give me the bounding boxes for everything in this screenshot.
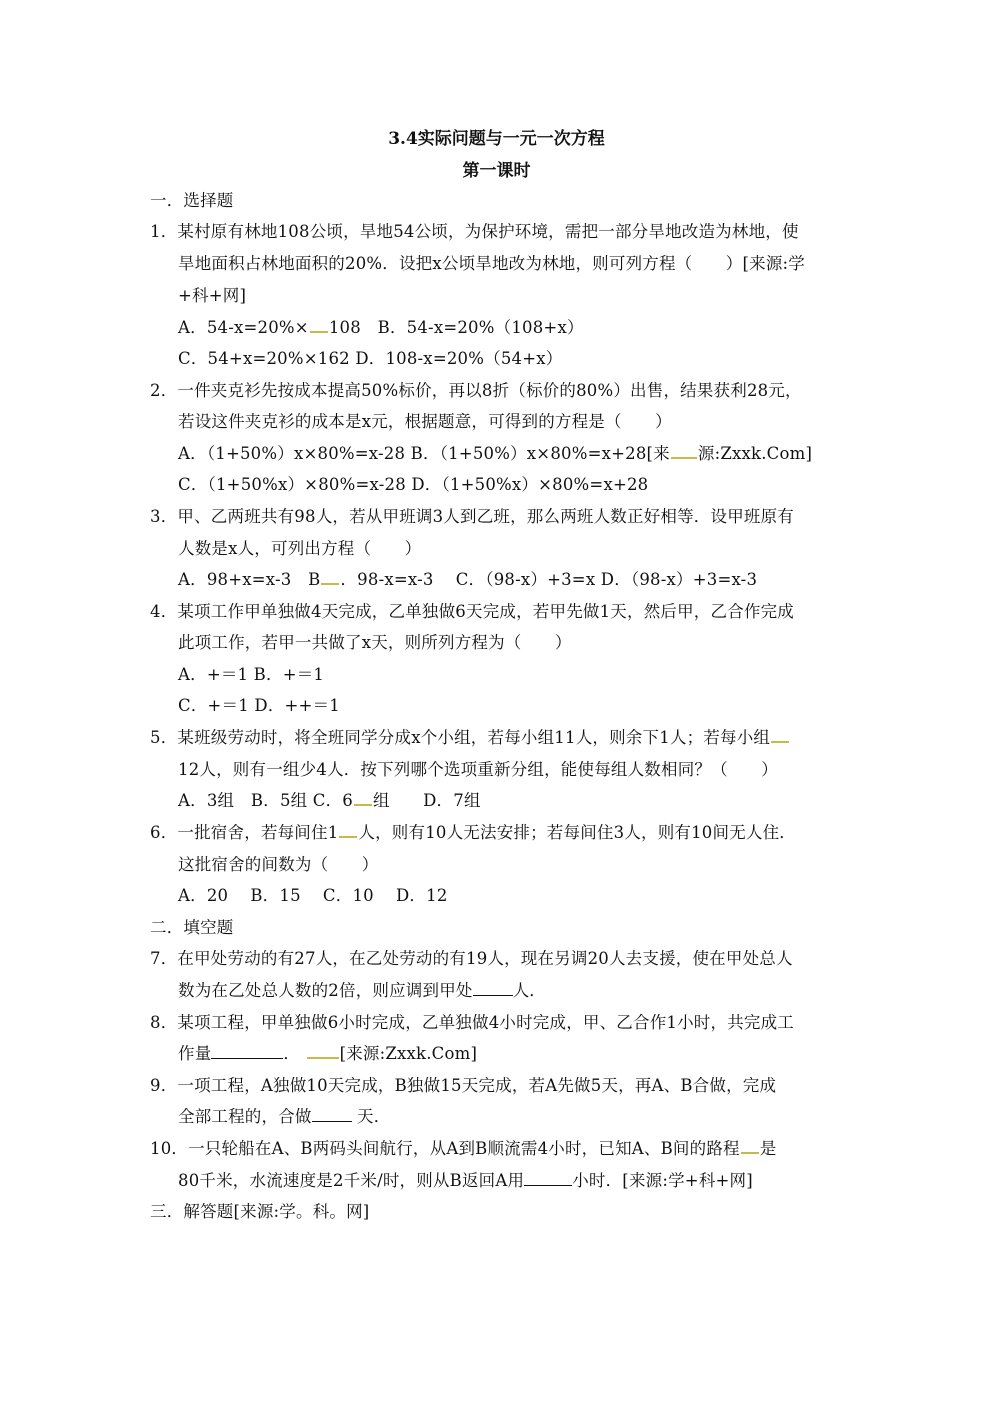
question-7-line-2 [178, 977, 546, 1001]
question-1-options-ab [178, 314, 584, 338]
option-text: ．98-x=x-3 C．（98-x）+3=x D．（98-x）+3=x-3 [340, 570, 758, 589]
section-heading-solve: 三．解答题[来源:学。科。网] [150, 1202, 370, 1221]
highlight-mark [307, 1042, 339, 1059]
question-text: 全部工程的，合做 [178, 1107, 312, 1126]
question-text: 6．一批宿舍，若每间住1 [150, 823, 339, 842]
question-3-line-1: 3．甲、乙两班共有98人，若从甲班调3人到乙班，那么两班人数正好相等．设甲班原有 [150, 507, 794, 526]
question-text: 人． [512, 981, 547, 1000]
highlight-mark [354, 789, 372, 806]
question-3-options [178, 566, 757, 590]
section-heading-choice: 一．选择题 [150, 191, 234, 210]
question-4-options-ab: A．+＝1 B．+＝1 [178, 665, 325, 684]
question-4-line-1: 4．某项工作甲单独做4天完成，乙单独做6天完成，若甲先做1天，然后甲，乙合作完成 [150, 602, 794, 621]
question-2-line-2: 若设这件夹克衫的成本是x元，根据题意，可得到的方程是（ ） [178, 412, 672, 431]
question-text: 人，则有10人无法安排；若每间住3人，则有10间无人住． [358, 823, 796, 842]
answer-blank [211, 1043, 283, 1059]
question-9-line-1: 9．一项工程，A独做10天完成，B独做15天完成，若A先做5天，再A、B合做，完成 [150, 1076, 777, 1095]
option-text: 组 D．7组 [373, 791, 481, 810]
question-8-line-2 [178, 1040, 477, 1064]
question-2-options-ab [178, 440, 812, 464]
question-5-options [178, 787, 481, 811]
question-text: 天． [351, 1107, 391, 1126]
question-4-line-2: 此项工作，若甲一共做了x天，则所列方程为（ ） [178, 633, 572, 652]
document-subtitle: 第一课时 [462, 161, 531, 181]
answer-blank [524, 1170, 572, 1186]
question-text: 作量 [178, 1044, 212, 1063]
question-6-line-1 [150, 819, 796, 843]
question-1-line-3: +科+网] [178, 286, 247, 305]
option-text: A．98+x=x-3 B [178, 570, 321, 589]
question-5-line-1 [150, 724, 790, 748]
question-1-line-1: 1．某村原有林地108公顷，旱地54公顷，为保护环境，需把一部分旱地改造为林地，使 [150, 222, 799, 241]
question-5-line-2: 12人，则有一组少4人．按下列哪个选项重新分组，能使每组人数相同？（ ） [178, 760, 778, 779]
document-title: 3.4实际问题与一元一次方程 [388, 129, 605, 149]
option-text: A．3组 B．5组 C．6 [178, 791, 354, 810]
question-text: 数为在乙处总人数的2倍，则应调到甲处 [178, 981, 473, 1000]
highlight-mark [741, 1137, 759, 1154]
highlight-mark [321, 568, 339, 585]
option-text: 源:Zxxk.Com] [697, 444, 813, 463]
highlight-mark [771, 726, 789, 743]
question-3-line-2: 人数是x人，可列出方程（ ） [178, 539, 422, 558]
question-1-line-2: 旱地面积占林地面积的20%．设把x公顷旱地改为林地，则可列方程（ ）[来源:学 [178, 254, 805, 273]
question-9-line-2 [178, 1103, 390, 1127]
question-7-line-1: 7．在甲处劳动的有27人，在乙处劳动的有19人，现在另调20人去支援，使在甲处总人 [150, 949, 793, 968]
question-10-line-2 [178, 1167, 753, 1191]
question-8-line-1: 8．某项工程，甲单独做6小时完成，乙单独做4小时完成，甲、乙合作1小时，共完成工 [150, 1013, 794, 1032]
source-note: [来源:Zxxk.Com] [339, 1044, 478, 1063]
option-text: A．（1+50%）x×80%=x-28 B．（1+50%）x×80%=x+28[来 [178, 444, 670, 463]
option-text: A．54-x=20%× [178, 318, 309, 337]
option-text: 108 B．54-x=20%（108+x） [328, 318, 584, 337]
question-2-line-1: 2．一件夹克衫先按成本提高50%标价，再以8折（标价的80%）出售，结果获利28元， [150, 381, 802, 400]
highlight-mark [310, 316, 328, 333]
question-text: 是 [759, 1139, 777, 1158]
question-10-line-1 [150, 1135, 776, 1159]
question-6-line-2: 这批宿舍的间数为（ ） [178, 855, 379, 874]
section-heading-fill: 二．填空题 [150, 918, 234, 937]
question-6-options: A．20 B．15 C．10 D．12 [178, 886, 448, 905]
question-4-options-cd: C．+＝1 D．++＝1 [178, 696, 340, 715]
highlight-mark [339, 821, 357, 838]
question-2-options-cd: C．（1+50%x）×80%=x-28 D．（1+50%x）×80%=x+28 [178, 475, 649, 494]
question-text: 5．某班级劳动时，将全班同学分成x个小组，若每小组11人，则余下1人；若每小组 [150, 728, 771, 747]
highlight-mark [671, 442, 697, 459]
question-text: 10．一只轮船在A、B两码头间航行，从A到B顺流需4小时，已知A、B间的路程 [150, 1139, 740, 1158]
question-text: ． [283, 1044, 301, 1063]
question-1-options-cd: C．54+x=20%×162 D．108-x=20%（54+x） [178, 349, 563, 368]
question-text: 80千米，水流速度是2千米/时，则从B返回A用 [178, 1171, 525, 1190]
question-text: 小时．[来源:学+科+网] [572, 1171, 753, 1190]
answer-blank [473, 980, 513, 996]
answer-blank [312, 1106, 352, 1122]
